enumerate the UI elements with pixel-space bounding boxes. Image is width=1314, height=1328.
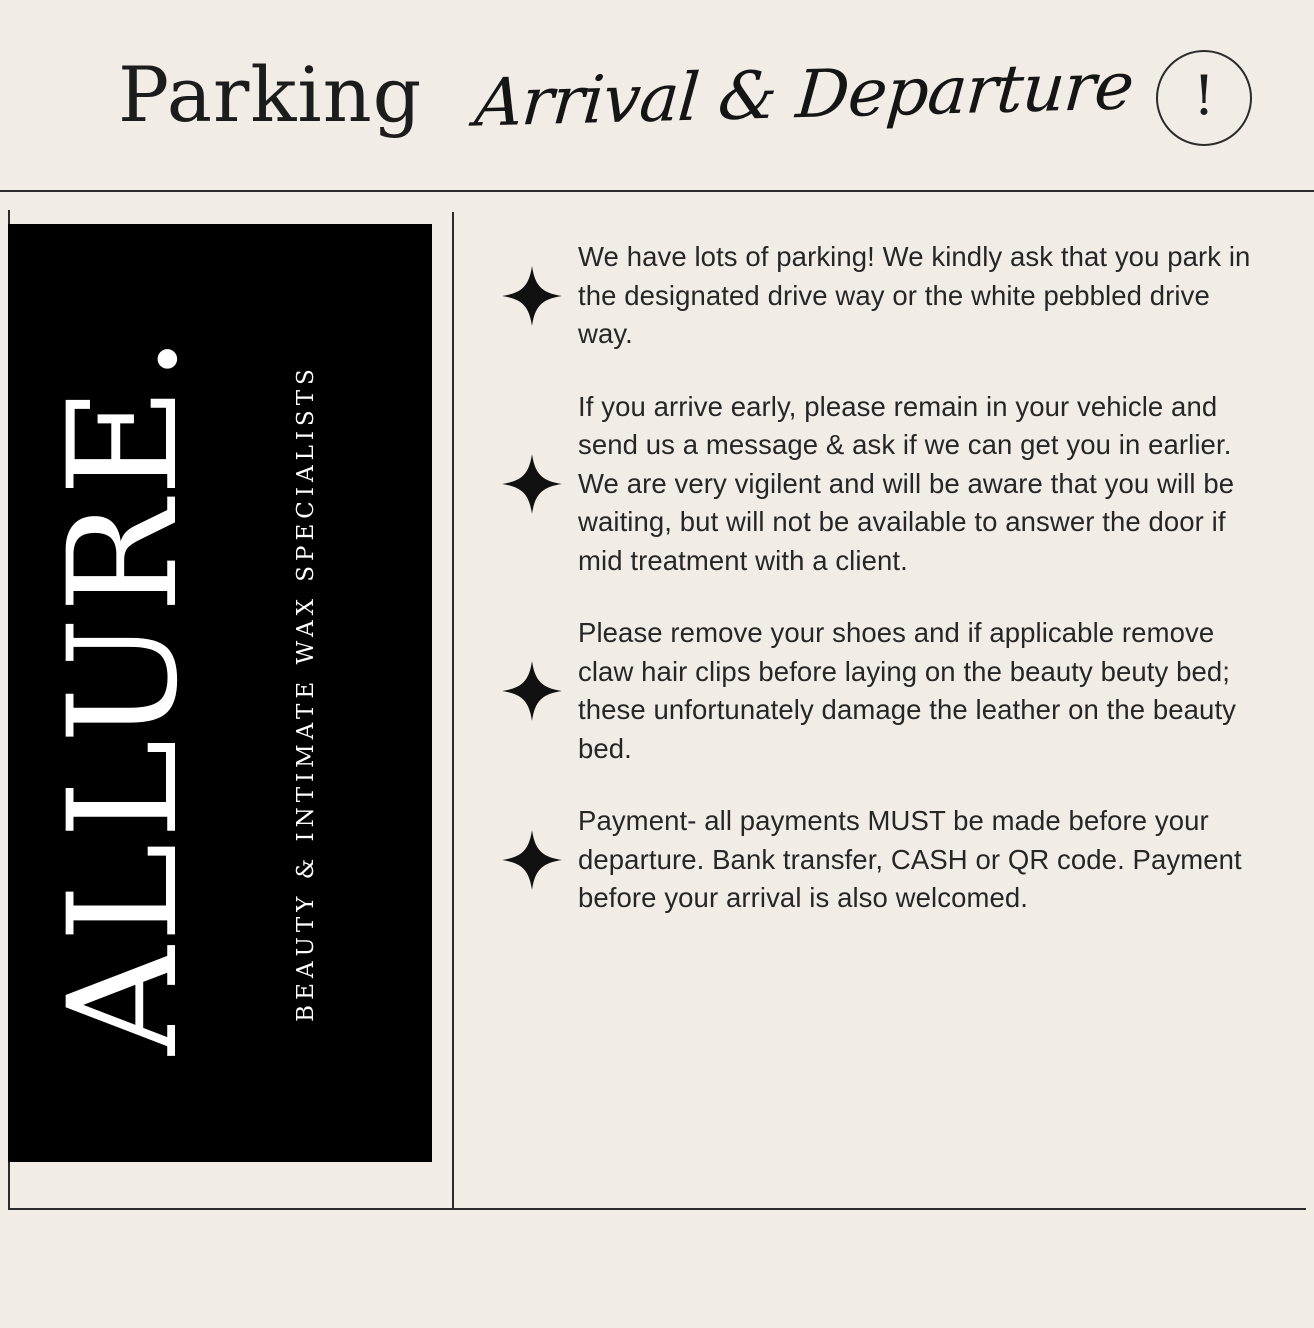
sparkle-icon	[500, 452, 564, 516]
page-title: Parking	[118, 50, 423, 139]
list-item	[500, 238, 1260, 354]
brand-tagline: BEAUTY & INTIMATE WAX SPECIALISTS	[293, 364, 319, 1022]
brand-wordmark: ALLURE.	[37, 331, 211, 1055]
policy-list	[500, 238, 1260, 952]
list-item	[500, 614, 1260, 768]
list-item-text: We have lots of parking! We kindly ask that you park in the designated drive way or the white pebbled drive way.	[578, 241, 1251, 349]
sparkle-icon	[500, 264, 564, 328]
list-item-text: If you arrive early, please remain in your vehicle and send us a message & ask if we can get you in earlier. We are very vigilent and will be aware that you will be waiting, but will not be available to answer the door if mid treatment with a client.	[578, 390, 1235, 576]
brand-logo-card	[8, 224, 432, 1162]
vertical-divider	[452, 212, 454, 1210]
list-item-text: Payment- all payments MUST be made before your departure. Bank transfer, CASH or QR code. Payment before your arrival is also welcomed.	[578, 805, 1242, 913]
page-subtitle: Arrival & Departure	[472, 47, 1137, 142]
list-item	[500, 388, 1260, 581]
sparkle-icon	[500, 659, 564, 723]
header	[0, 0, 1314, 192]
list-item	[500, 802, 1260, 918]
list-item-text: Please remove your shoes and if applicable remove claw hair clips before laying on the beauty beuty bed; these unfortunately damage the leather on the beauty bed.	[578, 617, 1237, 764]
sparkle-icon	[500, 828, 564, 892]
exclamation-icon	[1156, 50, 1252, 146]
exclamation-glyph: !	[1193, 64, 1215, 127]
